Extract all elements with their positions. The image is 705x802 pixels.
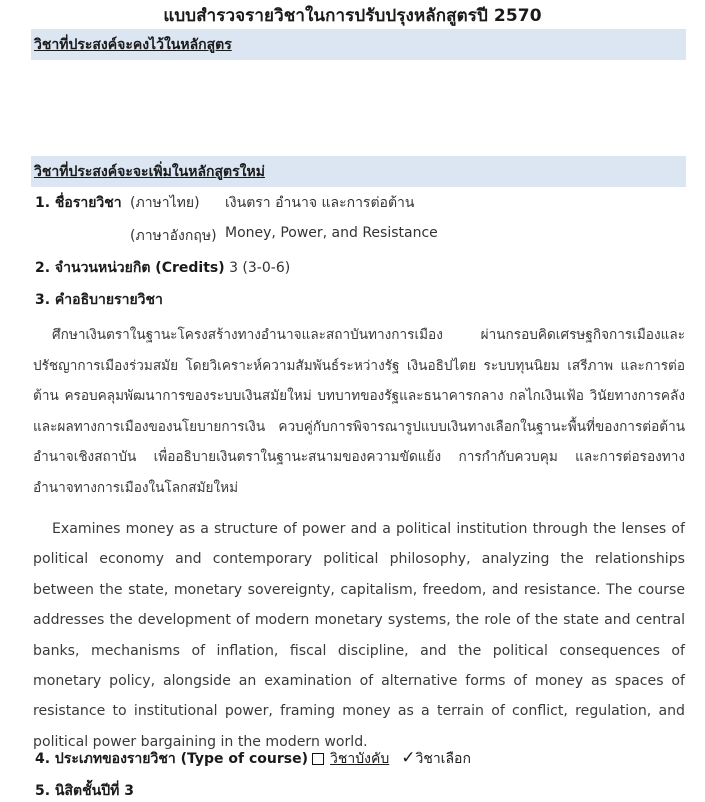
credits-label: 2. จำนวนหน่วยกิต (Credits) [35,260,225,276]
compulsory-checkbox[interactable] [312,753,324,765]
description-english-text: Examines money as a structure of power and a political institution through the lenses of political economy and contemporary political philosophy, analyzing the relationships between the state, monetary sovereignty, capitalism, freedom, and resistance. The course addresses the development of modern monetary systems, the role of the state and central banks, mechanisms of inflation, fiscal discipline, and the political consequences of monetary policy, alongside an examination of alternative forms of money as spaces of resistance to institutional power, framing money as a terrain of conflict, regulation, and political power bargaining in the modern world. [33,521,685,750]
thai-lang-label: (ภาษาไทย) [130,195,200,211]
description-label: 3. คำอธิบายรายวิชา [35,292,163,308]
document-title: แบบสำรวจรายวิชาในการปรับปรุงหลักสูตรปี 2570 [163,6,542,26]
section-add-label: วิชาที่ประสงค์จะจะเพิ่มในหลักสูตรใหม่ [34,164,265,180]
description-thai [33,320,685,503]
checkmark-icon[interactable]: ✓ [401,748,416,768]
section-keep-label: วิชาที่ประสงค์จะคงไว้ในหลักสูตร [34,37,232,53]
course-type-label: 4. ประเภทของรายวิชา (Type of course) [35,751,308,767]
course-name-thai: เงินตรา อำนาจ และการต่อต้าน [225,195,415,211]
course-type-row [35,748,471,770]
year-level: 5. นิสิตชั้นปีที่ 3 [35,783,134,799]
description-thai-text: ศึกษาเงินตราในฐานะโครงสร้างทางอำนาจและสถาบันทางการเมือง ผ่านกรอบคิดเศรษฐกิจการเมืองและปรัชญาการเมืองร่วมสมัย โดยวิเคราะห์ความสัมพันธ์ระหว่างรัฐ เงินอธิปไตย ระบบทุนนิยม เสรีภาพ และการต่อต้าน ครอบคลุมพัฒนาการของระบบเงินสมัยใหม่ บทบาทของรัฐและธนาคารกลาง กลไกเงินเฟ้อ วินัยทางการคลัง และผลทางการเมืองของนโยบายการเงิน ควบคู่กับการพิจารณารูปแบบเงินทางเลือกในฐานะพื้นที่ของการต่อต้านอำนาจเชิงสถาบัน เพื่ออธิบายเงินตราในฐานะสนามของความขัดแย้ง การกำกับควบคุม และการต่อรองทางอำนาจทางการเมืองในโลกสมัยใหม่ [33,327,685,496]
credits-value: 3 (3-0-6) [229,260,291,276]
credits-row [35,257,290,279]
section-add-header [31,156,686,187]
elective-option: วิชาเลือก [415,751,471,767]
section-keep-header [31,29,686,60]
compulsory-option: วิชาบังคับ [330,751,390,767]
course-name-english: Money, Power, and Resistance [225,225,438,241]
english-lang-label: (ภาษาอังกฤษ) [130,228,217,244]
description-english [33,514,685,757]
course-name-label: 1. ชื่อรายวิชา [35,195,122,211]
